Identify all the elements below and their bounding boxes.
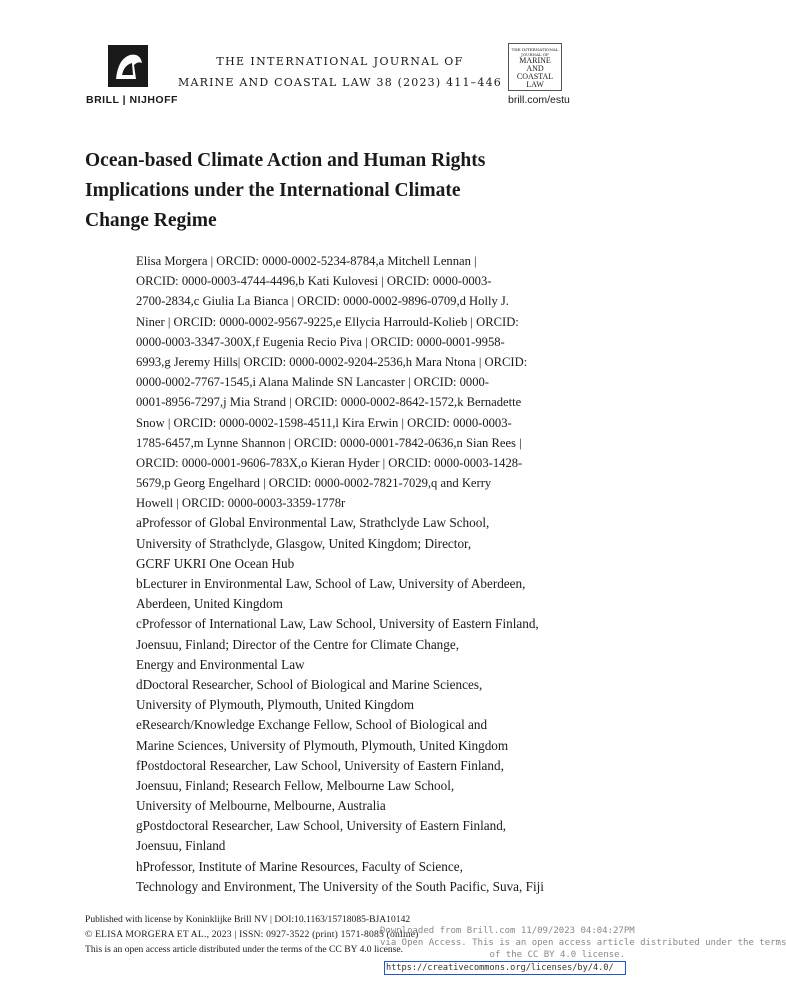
cover-title-1: MARINE <box>519 56 551 65</box>
helmet-logo-icon <box>108 45 148 87</box>
publisher-name: BRILL | NIJHOFF <box>86 94 178 106</box>
affiliation-line: bLecturer in Environmental Law, School of Law, University of Aberdeen, <box>136 576 526 591</box>
affiliation-line: Joensuu, Finland <box>136 838 226 854</box>
affiliation-line: Marine Sciences, University of Plymouth, Plymouth, United Kingdom <box>136 737 509 753</box>
footer-license: This is an open access article distributed under the terms of the CC BY 4.0 license. <box>85 944 404 955</box>
affiliation-line: gPostdoctoral Researcher, Law School, University of Eastern Finland, <box>136 818 507 834</box>
author-line: Elisa Morgera | ORCID: 0000-0002-5234-8784,a Mitchell Lennan | <box>136 254 477 268</box>
affiliation-line: Aberdeen, United Kingdom <box>136 596 283 612</box>
footer-published: Published with license by Koninklijke Brill NV | DOI:10.1163/15718085-BJA10142 <box>85 914 411 925</box>
affiliation-line: eResearch/Knowledge Exchange Fellow, School of Biological and <box>136 717 488 733</box>
brill-logo <box>108 45 148 87</box>
author-line: 0000-0002-7767-1545,i Alana Malinde SN Lancaster | ORCID: 0000- <box>136 375 489 390</box>
author-line: Howell | ORCID: 0000-0003-3359-1778r <box>136 496 346 511</box>
author-line: ORCID: 0000-0003-4744-4496,b Kati Kulovesi | ORCID: 0000-0003- <box>136 274 492 289</box>
affiliation-line: Joensuu, Finland; Research Fellow, Melbourne Law School, <box>136 777 455 793</box>
license-link[interactable] <box>384 961 626 975</box>
title-line: Ocean-based Climate Action and Human Rights <box>85 150 486 171</box>
download-stamp-line-1: Downloaded from Brill.com 11/09/2023 04:04:27PM <box>380 926 635 936</box>
author-line: 2700-2834,c Giulia La Bianca | ORCID: 0000-0002-9896-0709,d Holly J. <box>136 294 509 309</box>
author-line: Niner | ORCID: 0000-0002-9567-9225,e Ellycia Harrould-Kolieb | ORCID: <box>136 314 519 329</box>
license-link-text[interactable]: https://creativecommons.org/licenses/by/4.0/ <box>386 963 614 973</box>
affiliation-line: Energy and Environmental Law <box>136 656 305 672</box>
author-line: ORCID: 0000-0001-9606-783X,o Kieran Hyder | ORCID: 0000-0003-1428- <box>136 455 523 470</box>
cover-small-text: THE INTERNATIONAL JOURNAL OF <box>511 47 559 57</box>
affiliation-line: cProfessor of International Law, Law School, University of Eastern Finland, <box>136 616 539 632</box>
title-line: Change Regime <box>85 210 217 231</box>
affiliation-line: Technology and Environment, The University of the South Pacific, Suva, Fiji <box>136 878 544 894</box>
author-line: Snow | ORCID: 0000-0002-1598-4511,l Kira Erwin | ORCID: 0000-0003- <box>136 415 512 430</box>
affiliation-line: hProfessor, Institute of Marine Resources, Faculty of Science, <box>136 858 463 874</box>
author-line: 0000-0003-3347-300X,f Eugenia Recio Piva | ORCID: 0000-0001-9958- <box>136 334 505 349</box>
download-stamp-line-3: of the CC BY 4.0 license. <box>489 950 625 960</box>
cover-title-2: AND COASTAL <box>516 64 554 81</box>
article-title <box>85 146 555 236</box>
affiliation-line: University of Strathclyde, Glasgow, United Kingdom; Director, <box>136 535 472 551</box>
author-line: 1785-6457,m Lynne Shannon | ORCID: 0000-0001-7842-0636,n Sian Rees | <box>136 435 522 450</box>
affiliation-line: University of Plymouth, Plymouth, United Kingdom <box>136 697 415 713</box>
affiliation-line: GCRF UKRI One Ocean Hub <box>136 555 295 571</box>
author-line: 5679,p Georg Engelhard | ORCID: 0000-0002-7821-7029,q and Kerry <box>136 476 492 491</box>
journal-cover-thumbnail <box>508 43 562 91</box>
journal-title-line-1: THE INTERNATIONAL JOURNAL OF <box>216 55 464 68</box>
affiliation-line: fPostdoctoral Researcher, Law School, University of Eastern Finland, <box>136 757 504 773</box>
journal-url[interactable]: brill.com/estu <box>508 94 570 106</box>
affiliation-line: University of Melbourne, Melbourne, Australia <box>136 798 386 814</box>
author-line: 0001-8956-7297,j Mia Strand | ORCID: 0000-0002-8642-1572,k Bernadette <box>136 395 522 410</box>
cover-title-3: LAW <box>526 80 544 89</box>
affiliation-line: dDoctoral Researcher, School of Biological and Marine Sciences, <box>136 676 483 692</box>
download-stamp-line-2: via Open Access. This is an open access article distributed under the terms <box>380 938 786 948</box>
affiliation-line: Joensuu, Finland; Director of the Centre for Climate Change, <box>136 636 460 652</box>
affiliation-line: aProfessor of Global Environmental Law, Strathclyde Law School, <box>136 515 490 531</box>
authors-affiliations <box>136 251 576 897</box>
title-line: Implications under the International Climate <box>85 180 461 201</box>
footer-copyright: © ELISA MORGERA ET AL., 2023 | ISSN: 0927-3522 (print) 1571-8085 (online) <box>85 929 419 940</box>
journal-title-line-2: MARINE AND COASTAL LAW 38 (2023) 411–446 <box>178 76 502 89</box>
author-line: 6993,g Jeremy Hills| ORCID: 0000-0002-9204-2536,h Mara Ntona | ORCID: <box>136 354 528 369</box>
